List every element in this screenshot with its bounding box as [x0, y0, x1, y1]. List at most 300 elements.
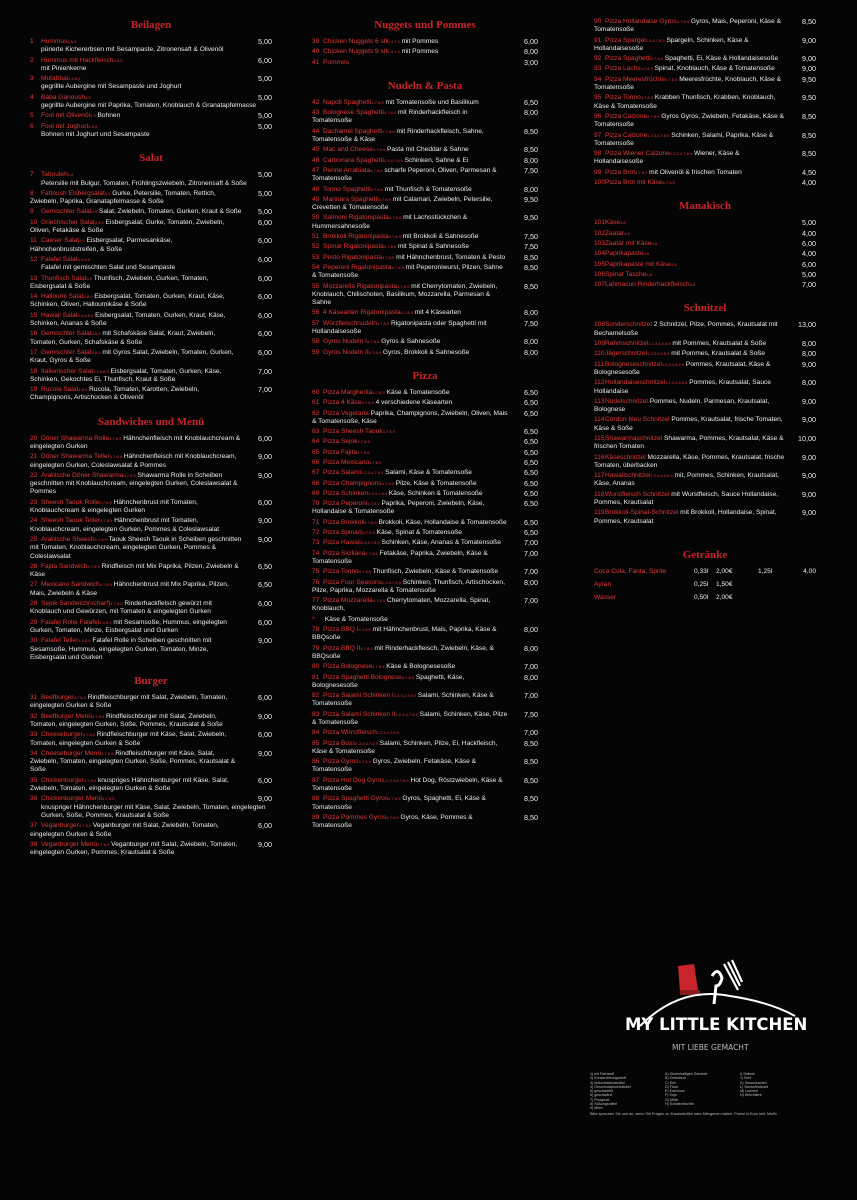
item-name: Pizza Bolognese: [323, 663, 373, 671]
item-name: Fattoush Eisbergsalat: [41, 189, 105, 197]
menu-item: [30, 536, 272, 561]
allergen-codes: 4.7.8.9: [640, 95, 654, 101]
item-price: 6,50: [524, 447, 538, 457]
item-price: 7,00: [524, 596, 538, 606]
legend-entry: C) Eier: [665, 1080, 677, 1085]
allergen-codes: 1.2.3.4.7.8.9: [355, 740, 378, 746]
menu-item: [30, 256, 272, 273]
legend-entry: 1) mit Farbstoff: [590, 1072, 615, 1076]
menu-item: [30, 94, 272, 111]
item-price: 6,00: [258, 617, 272, 627]
item-name: Hummus: [41, 38, 68, 45]
menu-item: [312, 729, 538, 737]
allergen-codes: 4.7.8.9: [99, 499, 112, 505]
allergen-codes: 4.5.8.9: [78, 638, 91, 644]
item-description: Eisbergsalat, Tomaten, Gurken, Kraut, Käse, Schinken, Oliven, Halloumikäse & Soße: [30, 293, 225, 309]
item-description: mit Rinderhackfleisch, Sahne, Tomatensoße & Käse: [312, 127, 484, 144]
item-description: 4 verschiedene Käsearten: [375, 399, 453, 407]
item-description: mit Brokkoli, Hollandaise, Spinat, Pommes, Krautsalat: [594, 509, 777, 525]
item-number: 100: [594, 179, 606, 187]
item-price: 6,00: [258, 236, 272, 246]
menu-item-head: [312, 48, 538, 56]
item-number: 68: [312, 479, 320, 487]
allergen-codes: 4.8: [651, 240, 658, 246]
item-name: Pizza Mozzarella: [323, 597, 373, 605]
item-description: mit Calamari, Zwiebeln, Petersilie, Crevetten & Tomatensoße: [312, 195, 493, 212]
item-name: Caeser Salat: [41, 237, 80, 245]
menu-item-head: [312, 539, 538, 547]
item-name: Pizza Brot mit Käse: [605, 179, 663, 187]
legend-entry: 2) Konservierungsstoff: [590, 1076, 626, 1081]
item-name: Pizza Calzone: [605, 131, 648, 139]
item-description: Paprika, Peperoni, Zwiebeln, Käse, Hollandaise & Tomatensoße: [312, 500, 485, 516]
allergen-codes: 4.5.9: [67, 39, 77, 44]
item-name: Pizza Salami Schinken II: [323, 710, 396, 718]
menu-item: [594, 491, 816, 508]
item-description: knuspriges Hähnchenburger mit Käse, Salat, Zwiebeln, Tomaten, eingelegten Gurken & Soße: [30, 776, 229, 793]
menu-item: [312, 500, 538, 517]
item-description: Cherrytomaten, Mozzarella, Spinat, Knoblauch,: [312, 597, 491, 613]
item-number: 12: [30, 255, 38, 263]
item-number: 69: [312, 489, 320, 497]
item-description: Shawarma Rolle in Scheiben geschnitten mit Knoblauchcream, eingelegten Gurken, Coleslawsalat & Pommes: [30, 471, 238, 496]
menu-item-head: [312, 529, 538, 537]
menu-item: [594, 113, 816, 130]
item-name: Sejok Sandwich(scharf): [41, 600, 111, 608]
item-number: 78: [312, 626, 320, 634]
item-description: Pommes, Krautsalat, Sauce Hollandaise: [594, 379, 771, 395]
menu-item: [30, 750, 272, 775]
item-description: Spinat, Knoblauch, Käse & Tomatensoße: [654, 65, 775, 73]
menu-item: [594, 150, 816, 167]
item-number: 20: [30, 434, 38, 442]
menu-item-head: [30, 386, 272, 403]
item-price: 8,50: [524, 262, 538, 272]
item-number: 44: [312, 127, 320, 135]
item-description: Falafel mit gemischten Salat und Sesampaste: [41, 264, 176, 272]
menu-item: [30, 841, 272, 858]
item-number: 30: [30, 637, 38, 645]
item-name: Falafel Teller: [41, 637, 79, 645]
legend-entry: 5) geschwefelt: [590, 1089, 614, 1094]
allergen-codes: 1.2.3.4.5.6.9: [665, 380, 688, 386]
item-description: Hähnchenbrust mit Tomaten, Knoblauchcream, eingelegten Gurken, Pommes & Coleslawsalat: [30, 517, 220, 533]
menu-item-head: [30, 190, 272, 207]
item-description: Schinken, Sahne & Ei: [404, 156, 469, 164]
item-price: 8,00: [524, 108, 538, 118]
item-price: 8,50: [524, 757, 538, 767]
item-name: Gyros Nudeln II: [323, 348, 369, 356]
menu-item: [30, 694, 272, 711]
item-description: Gyros Gyros, Zwiebeln, Fetakäse, Käse & Tomatensoße: [594, 112, 784, 129]
menu-item: [312, 519, 538, 527]
allergen-codes: 4.7.8.9: [401, 674, 415, 680]
menu-item-head: [30, 208, 272, 216]
item-price: 7,00: [802, 280, 816, 290]
allergen-codes: 4.7.8.9: [662, 180, 675, 186]
item-number: 101: [594, 219, 606, 227]
menu-item-head: [312, 254, 538, 262]
menu-item: [30, 190, 272, 207]
menu-item-head: [30, 57, 272, 65]
menu-item: [594, 281, 816, 289]
drink-name: Ayran: [594, 580, 612, 588]
allergen-codes: 4.7.8.9: [635, 169, 648, 175]
menu-item: [312, 38, 538, 46]
item-number: 73: [312, 539, 320, 547]
menu-item-head: [30, 256, 272, 264]
allergen-codes: 4.7.8.9: [371, 99, 384, 105]
allergen-codes: 4.7.8.9: [647, 113, 660, 119]
item-number: 75: [312, 568, 320, 576]
item-name: Pizza Siciliana: [323, 549, 366, 557]
menu-item-head: [30, 750, 272, 775]
item-name: Veganburger: [41, 822, 79, 830]
item-number: 59: [312, 348, 320, 356]
allergen-codes: 4.7.8.9: [370, 186, 383, 192]
allergen-codes: 4.8.9: [83, 294, 93, 300]
legend-entry: F) Soja: [665, 1093, 677, 1098]
menu-item: [312, 777, 538, 794]
item-price: 6,00: [258, 497, 272, 507]
menu-item: [312, 59, 538, 67]
menu-item-head: [30, 563, 272, 580]
item-name: Pizza Peperoni: [323, 500, 368, 508]
menu-item: [30, 38, 272, 55]
menu-item: [312, 626, 538, 643]
item-price: 5,00: [258, 37, 272, 46]
item-price: 7,50: [524, 232, 538, 242]
menu-item: [30, 435, 272, 452]
allergen-codes: 4.7.8.9: [382, 254, 395, 260]
item-number: 56: [312, 309, 320, 317]
section-title: Salat: [139, 152, 163, 165]
item-description: mit Hähnchenbrust, Mais, Paprika, Käse & BBQsoße: [312, 626, 497, 642]
item-description: Salat, Zwiebeln, Tomaten, Gurken, Kraut & Soße: [98, 208, 242, 216]
section-title: Manakisch: [679, 200, 731, 213]
legend-entry: 4) Geschmacksverstärker: [590, 1084, 631, 1089]
item-description: mit Olivenöl & frischen Tomaten: [649, 168, 742, 176]
item-name: Italienischer Salat: [41, 367, 94, 375]
item-number: 116: [594, 453, 605, 461]
allergen-codes: 4.7.8.9: [358, 627, 371, 633]
allergen-codes: 4.8.9: [88, 123, 98, 129]
item-number: 64: [312, 438, 320, 446]
menu-item: [594, 472, 816, 489]
item-name: Fajita Sandwich: [41, 562, 88, 570]
item-description: Eisbergsalat, Tomaten, Gurken, Käse, Schinken, Gekochtes Ei, Thunfisch, Kraut & Soße: [30, 367, 222, 383]
item-number: 92: [594, 55, 602, 63]
item-name: Pizza Brokkoli: [323, 518, 365, 526]
item-name: Nudelschnitzel: [605, 397, 648, 405]
item-number: 119: [594, 509, 605, 517]
item-description: Paprika, Champignons, Zwiebeln, Oliven, Mais & Tomatensoße, Käse: [312, 409, 508, 425]
logo-wordmark: MY LITTLE KITCHEN: [625, 1015, 808, 1034]
menu-item: [594, 132, 816, 149]
item-number: 35: [30, 776, 38, 784]
menu-item-head: [312, 626, 538, 643]
item-price: 6,00: [258, 254, 272, 264]
item-number: 77: [312, 597, 320, 605]
item-number: 104: [594, 250, 606, 258]
menu-item-head: [30, 312, 272, 329]
item-number: 63: [312, 428, 320, 436]
item-number: 117: [594, 472, 605, 480]
menu-item-head: [312, 616, 538, 624]
menu-item-head: [30, 841, 272, 858]
item-number: 38: [30, 840, 38, 848]
item-price: 7,50: [524, 709, 538, 719]
item-number: 52: [312, 243, 320, 251]
menu-item-head: [594, 169, 816, 177]
item-number: 39: [312, 38, 320, 45]
allergen-codes: 4.8.9: [78, 387, 88, 393]
item-number: 9: [30, 208, 34, 216]
item-price: 6,00: [258, 347, 272, 357]
allergen-codes: 4.7.8.9: [109, 435, 122, 441]
menu-item-head: [312, 490, 538, 498]
menu-item: [30, 822, 272, 839]
item-price: 8,00: [524, 672, 538, 682]
item-price: 9,00: [802, 508, 816, 518]
item-price: 8,50: [802, 17, 816, 26]
menu-item: [312, 349, 538, 357]
item-description: mit Lachsstückchen & Hummersahnesoße: [312, 214, 468, 230]
menu-item: [30, 563, 272, 580]
menu-item: [312, 459, 538, 467]
allergen-codes: 2.3.4.7.8.9: [382, 579, 401, 585]
drink-row: [594, 581, 816, 594]
item-name: Hawaiischnitzel: [605, 472, 651, 480]
allergen-codes: 4.7.8.9: [397, 283, 410, 289]
menu-item: [30, 637, 272, 662]
menu-item-head: [594, 491, 816, 508]
menu-item-head: [30, 499, 272, 516]
item-name: Pizza Vegetaria: [323, 409, 369, 417]
item-description: mit Tomatensoße und Basilikum: [385, 98, 479, 106]
fork-icon: [724, 960, 742, 990]
menu-item: [594, 240, 816, 248]
item-number: 106: [594, 270, 606, 278]
menu-item-head: [312, 711, 538, 728]
menu-item-head: [594, 435, 816, 452]
item-price: 6,50: [258, 561, 272, 571]
legend-entry: A) Glutenhaltiges Getreide: [665, 1072, 708, 1076]
menu-item: [594, 55, 816, 63]
item-name: Chicken Nuggets 6 stk.: [323, 38, 391, 45]
menu-item-head: [312, 729, 538, 737]
item-number: 111: [594, 360, 605, 368]
menu-item-head: [594, 281, 816, 289]
item-name: Beefburger: [41, 694, 74, 702]
item-name: Pizza Calzone: [605, 112, 648, 120]
item-price: 8,00: [524, 184, 538, 194]
allergen-codes: 4.7.8.9: [94, 536, 107, 542]
item-name: Lahmacun Rinderhackfleisch: [605, 281, 690, 289]
menu-item: [30, 293, 272, 310]
allergen-codes: 4.7.8.9: [362, 530, 375, 536]
item-name: Pizza Fajita: [323, 448, 358, 456]
item-number: 112: [594, 379, 605, 387]
allergen-codes: 4.7.8.9: [73, 695, 86, 701]
allergen-codes: 4.5.8.9: [77, 256, 90, 262]
item-description: scharfe Peperoni, Oliven, Parmesan & Tomatensoße: [312, 166, 497, 183]
menu-item: [30, 731, 272, 748]
item-number: 113: [594, 397, 605, 405]
item-name: Marinara Spaghetti: [323, 195, 379, 203]
item-name: Pizza Four Seasons: [323, 578, 383, 586]
item-number: 114: [594, 416, 605, 424]
item-name: Halloumi Salat: [41, 293, 84, 301]
menu-item: [30, 368, 272, 385]
menu-item: [594, 340, 816, 348]
item-price: 7,00: [258, 385, 272, 395]
item-name: Würzfleischnudeln: [323, 319, 377, 327]
drinks-title: Getränke: [682, 548, 728, 561]
item-number: 41: [312, 58, 320, 66]
item-description: Käse & Bolognesesoße: [386, 663, 456, 671]
item-number: 91: [594, 36, 602, 44]
drink-price: 1,50€: [716, 580, 733, 588]
item-name: Dachamel Spaghetti: [323, 127, 383, 135]
menu-item: [30, 112, 272, 120]
item-price: 7,00: [524, 548, 538, 558]
menu-item-head: [30, 694, 272, 711]
menu-item: [30, 795, 272, 820]
allergen-codes: 1.2.3.4.7.8.9: [395, 711, 418, 717]
item-price: 8,00: [524, 155, 538, 165]
menu-column-3: [594, 18, 816, 607]
menu-item: [312, 480, 538, 488]
item-description: Thunfisch, Zwiebeln, Gurken, Tomaten, Eisbergsalat & Soße: [30, 274, 209, 290]
item-number: 72: [312, 529, 320, 537]
menu-item-head: [594, 65, 816, 73]
menu-item-head: [312, 243, 538, 251]
allergen-codes: 4.8: [624, 230, 630, 236]
item-name: Tonno Spaghetti: [323, 185, 371, 193]
item-price: 8,50: [802, 130, 816, 140]
item-price: 5,00: [802, 269, 816, 279]
menu-item: [312, 128, 538, 145]
item-description: Eisbergsalat, Tomaten, Gurken, Kraut, Käse, Schinken, Ananas & Soße: [30, 311, 226, 328]
item-number: 109: [594, 340, 606, 348]
allergen-codes: 2.3.4.7.8.9: [360, 540, 380, 546]
drink-price: 2,00€: [716, 567, 733, 575]
menu-item: [312, 438, 538, 446]
menu-item: [594, 219, 816, 227]
item-name: Pizza Salami: [323, 469, 362, 477]
allergen-codes: 4.5.8.9: [68, 76, 81, 82]
item-number: 8: [30, 189, 34, 197]
item-name: Pizza Tonno: [323, 568, 359, 576]
menu-item-head: [30, 472, 272, 497]
item-number: 62: [312, 409, 320, 417]
item-number: 45: [312, 146, 320, 154]
item-name: Pizza Schinken: [323, 489, 369, 497]
menu-item-head: [30, 171, 272, 179]
item-price: 6,50: [524, 408, 538, 418]
menu-item-head: [30, 822, 272, 839]
legend-entry: G) Milch: [665, 1097, 679, 1102]
allergen-codes: 4.7.8.9: [100, 518, 113, 524]
item-description: Shawarma, Pommes, Krautsalat, Käse & frischen Tomaten: [594, 434, 784, 451]
drink-price: 2,00€: [716, 593, 733, 601]
item-name: Käseschnitzel: [605, 453, 646, 461]
item-description: Schinken, Thunfisch, Artischocken, Pilze, Paprika, Mozzarella & Tomatensoße: [312, 578, 505, 594]
item-price: 7,00: [524, 728, 538, 738]
item-description: Käse, Schinken & Tomatensoße: [388, 489, 483, 497]
item-description: Fetakäse, Paprika, Zwiebeln, Käse & Tomatensoße: [312, 549, 488, 565]
item-price: 9,00: [802, 415, 816, 425]
legend-entry: 3) Antioxidationsmittel: [590, 1080, 625, 1085]
item-number: 18: [30, 367, 38, 375]
item-name: Arabische Döner Shawarma: [41, 471, 124, 479]
item-name: Pizza Hot Dog Gyros,: [323, 776, 387, 784]
item-name: Pizza Brot: [605, 168, 636, 176]
item-name: Arabische Sheesh: [41, 535, 95, 543]
allergen-codes: 4.5.8.9: [99, 619, 112, 625]
item-name: Chicken Nuggets 9 stk.: [323, 48, 391, 56]
item-name: 4 Käsearten Rigatonipasta: [323, 309, 401, 317]
menu-item-head: [30, 330, 272, 347]
item-description: Rucola, Tomaten, Karotten, Zwiebeln, Champignons, Artischocken & Olivenöl: [30, 386, 199, 402]
item-price: 6,00: [258, 310, 272, 320]
menu-item-head: [312, 500, 538, 517]
item-number: 51: [312, 233, 320, 241]
menu-item: [30, 57, 272, 74]
item-name: Fool mit Joghurt: [41, 122, 89, 130]
menu-item-head: [594, 76, 816, 93]
item-name: Rucola Salat: [41, 386, 79, 394]
item-name: Baba Ganoush: [41, 93, 85, 101]
section-title: Pizza: [412, 369, 438, 382]
drink-size: 0,33l: [694, 567, 709, 575]
item-name: Paprikapaste: [605, 250, 644, 258]
section-title: Nudeln & Pasta: [387, 79, 463, 92]
item-name: Pizza BBQ I: [323, 626, 359, 634]
menu-item-head: [594, 398, 816, 415]
menu-item-head: [30, 219, 272, 236]
menu-item-head: [30, 777, 272, 794]
item-price: 6,00: [802, 238, 816, 248]
allergen-codes: 4.7.8.9: [388, 796, 401, 802]
item-number: 29: [30, 618, 38, 626]
item-price: 9,00: [258, 839, 272, 849]
item-description: Gyros, Zwiebeln, Fetakäse, Käse & Tomatensoße: [312, 758, 476, 774]
item-description: Hot Dog, Röstzwiebeln, Käse & Tomatensoße: [312, 776, 503, 793]
allergen-codes: 4.8.9: [91, 331, 101, 337]
item-price: 6,50: [524, 468, 538, 478]
item-description: Schinken, Salami, Paprika, Käse & Tomatensoße: [594, 131, 774, 147]
allergen-codes: 4.8: [670, 261, 677, 267]
item-name: Döner Shawarma Teller: [41, 453, 110, 461]
item-price: 6,00: [258, 693, 272, 703]
item-price: 9,00: [802, 54, 816, 64]
item-price: 6,00: [802, 259, 816, 269]
menu-item-head: [312, 59, 538, 67]
allergen-codes: 2.3.4.7.8.9: [383, 157, 403, 163]
allergen-codes: 4.8: [646, 271, 652, 277]
allergen-codes: 4.7.8.9: [650, 56, 664, 62]
item-price: 8,50: [524, 812, 538, 822]
menu-item-head: [312, 157, 538, 165]
item-description: Veganburger mit Salat, Zwiebeln, Tomaten, eingelegten Gurken & Soße: [30, 822, 219, 838]
item-description: mit Brokkoli & Sahnesoße: [402, 233, 479, 241]
item-price: 7,00: [524, 567, 538, 577]
item-name: Gemischter Salat: [41, 348, 92, 356]
menu-item-head: [30, 123, 272, 131]
item-price: 13,00: [798, 320, 816, 330]
